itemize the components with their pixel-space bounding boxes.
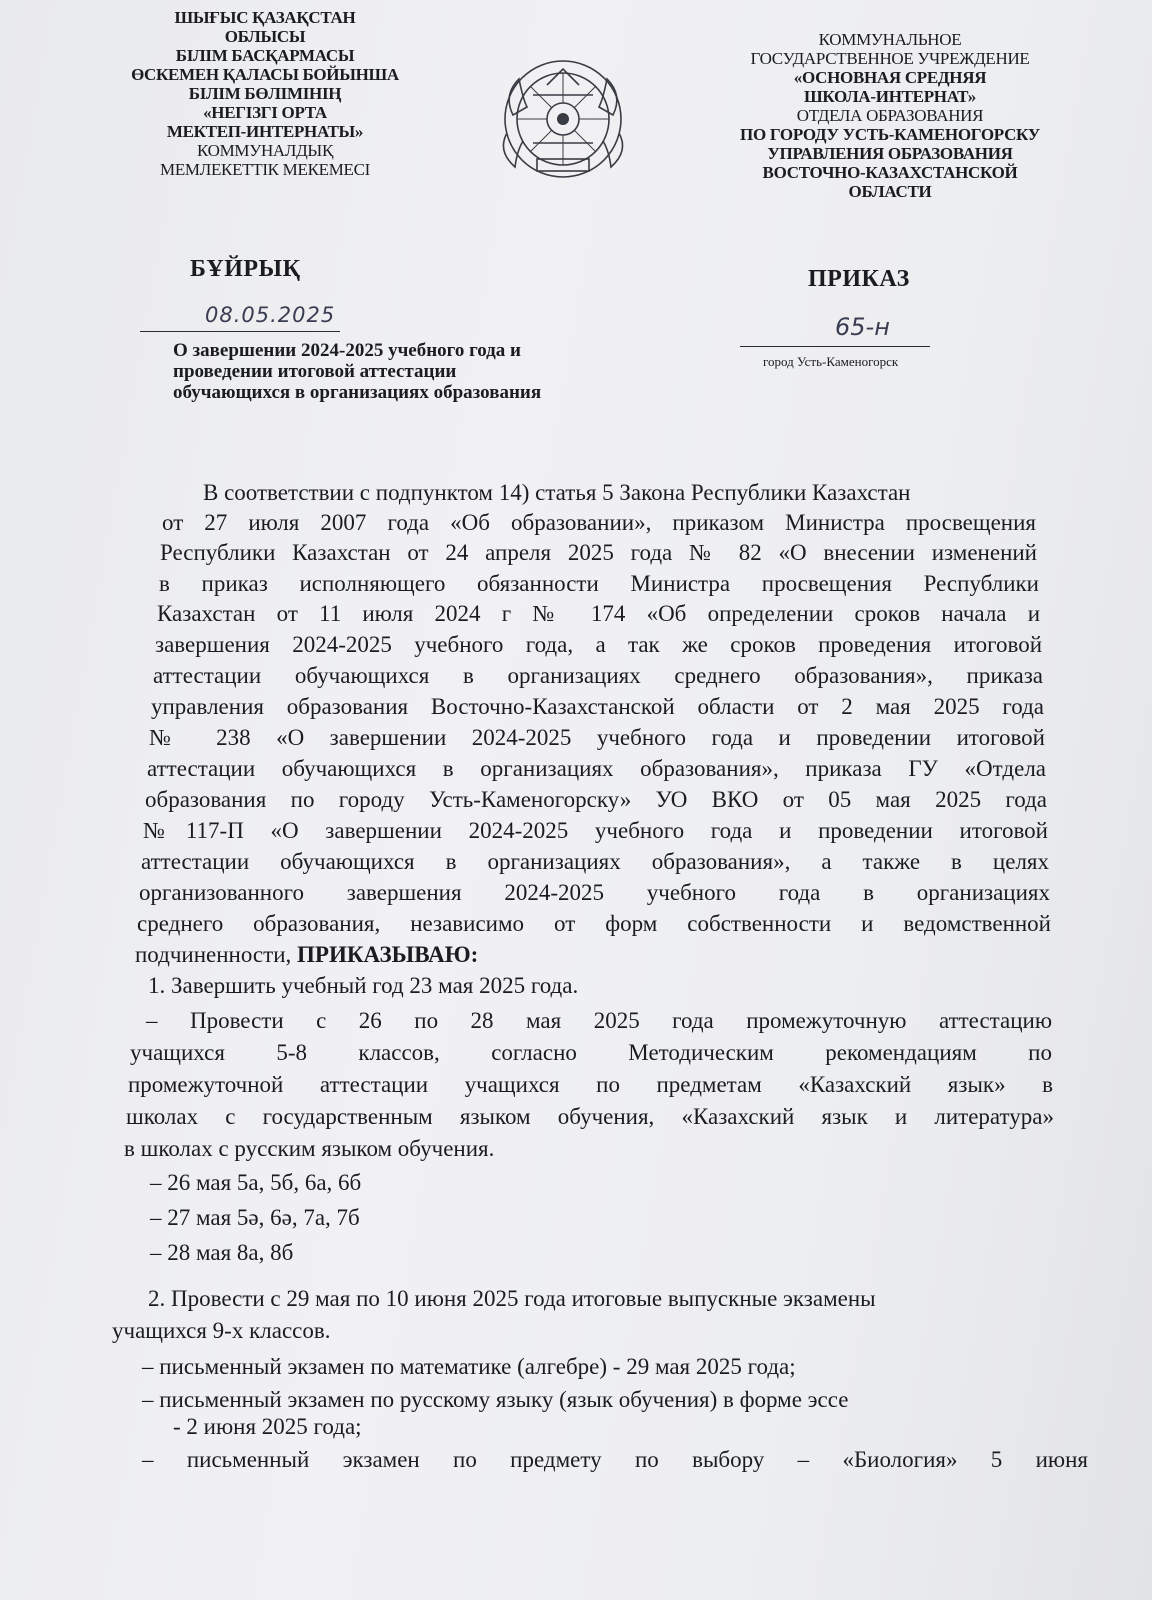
item-1: 1. Завершить учебный год 23 мая 2025 года. xyxy=(148,973,579,998)
header-right-line: ГОСУДАРСТВЕННОЕ УЧРЕЖДЕНИЕ xyxy=(750,49,1030,68)
header-right-line: ВОСТОЧНО-КАЗАХСТАНСКОЙ xyxy=(762,163,1018,182)
header-right-line: ОТДЕЛА ОБРАЗОВАНИЯ xyxy=(796,106,984,125)
item-2-line: 2. Провести с 29 мая по 10 июня 2025 года итоговые выпускные экзамены xyxy=(148,1286,876,1311)
header-left-line: ШЫҒЫС ҚАЗАҚСТАН xyxy=(174,8,356,27)
item-2-line: учащихся 9-х классов. xyxy=(112,1318,331,1343)
header-right-line: УПРАВЛЕНИЯ ОБРАЗОВАНИЯ xyxy=(767,144,1013,163)
preamble-line: аттестации обучающихся в организациях образования», приказа ГУ «Отдела xyxy=(147,756,1046,781)
item-1-sub-line: – Провести с 26 по 28 мая 2025 года промежуточную аттестацию xyxy=(146,1008,1052,1033)
schedule-line: – 27 мая 5ә, 6ә, 7а, 7б xyxy=(150,1205,360,1230)
preamble-line: завершения 2024-2025 учебного года, а так же сроков проведения итоговой xyxy=(155,632,1042,657)
header-russian-institution xyxy=(700,30,1080,201)
item-1-sub-line: учащихся 5-8 классов, согласно Методическим рекомендациям по xyxy=(130,1040,1052,1065)
header-left-line: КОММУНАЛДЫҚ xyxy=(196,141,333,160)
item-1-sub-line: промежуточной аттестации учащихся по предметам «Казахский язык» в xyxy=(128,1072,1053,1097)
city-label: город Усть-Каменогорск xyxy=(763,354,899,369)
header-left-line: МЕКТЕП-ИНТЕРНАТЫ» xyxy=(166,122,364,141)
header-kazakh-institution xyxy=(95,8,435,179)
schedule-line: – 26 мая 5а, 5б, 6а, 6б xyxy=(150,1170,362,1195)
date-underline xyxy=(140,331,340,332)
header-right-line: «ОСНОВНАЯ СРЕДНЯЯ xyxy=(793,68,987,87)
header-right-line: ПО ГОРОДУ УСТЬ-КАМЕНОГОРСКУ xyxy=(740,125,1040,144)
subject-line: обучающихся в организациях образования xyxy=(173,382,542,403)
preamble-line: организованного завершения 2024-2025 учебного года в организациях xyxy=(139,880,1050,905)
number-underline xyxy=(740,346,930,347)
preamble-line: Республики Казахстан от 24 апреля 2025 года № 82 «О внесении изменений xyxy=(160,540,1037,565)
preamble-line: управления образования Восточно-Казахстанской области от 2 мая 2025 года xyxy=(151,694,1044,719)
header-right-line: ШКОЛА-ИНТЕРНАТ» xyxy=(804,87,976,106)
preamble-line: в приказ исполняющего обязанности Министра просвещения Республики xyxy=(159,571,1039,596)
subject-line: О завершении 2024-2025 учебного года и xyxy=(173,340,521,361)
exam-line: - 2 июня 2025 года; xyxy=(173,1414,362,1439)
preamble-line: № 238 «О завершении 2024-2025 учебного года и проведении итоговой xyxy=(149,725,1045,750)
preamble-line: №117-П «О завершении 2024-2025 учебного года и проведении итоговой xyxy=(143,818,1048,843)
header-left-line: МЕМЛЕКЕТТІК МЕКЕМЕСІ xyxy=(160,160,370,179)
preamble-line: среднего образования, независимо от форм собственности и ведомственной xyxy=(137,911,1051,936)
header-left-line: ОБЛЫСЫ xyxy=(224,27,306,46)
item-1-sub-last-line: в школах с русским языком обучения. xyxy=(124,1136,495,1161)
header-left-line: ӨСКЕМЕН ҚАЛАСЫ БОЙЫНША xyxy=(131,65,399,84)
preamble-last-text: подчиненности, xyxy=(135,942,292,967)
preamble-line: аттестации обучающихся в организациях среднего образования», приказа xyxy=(153,663,1043,688)
item-1-sub-line: школах с государственным языком обучения, «Казахский язык и литература» xyxy=(126,1104,1054,1129)
preamble-line: В соответствии с подпунктом 14) статья 5 Закона Республики Казахстан xyxy=(203,480,911,505)
schedule-line: – 28 мая 8а, 8б xyxy=(150,1240,294,1265)
order-subject xyxy=(173,340,541,403)
exam-line: – письменный экзамен по математике (алгебре) - 29 мая 2025 года; xyxy=(142,1354,796,1379)
order-title-kazakh: БҰЙРЫҚ xyxy=(190,256,301,282)
header-right-line: ОБЛАСТИ xyxy=(848,182,932,201)
exam-line: – письменный экзамен по предмету по выбору – «Биология» 5 июня xyxy=(142,1447,1088,1472)
header-left-line: БІЛІМ БӨЛІМІНІҢ xyxy=(188,84,342,103)
preamble-line: образования по городу Усть-Каменогорску» УО ВКО от 05 мая 2025 года xyxy=(145,787,1047,812)
handwritten-order-number: 65-н xyxy=(835,313,890,341)
preamble-last-line xyxy=(135,942,478,968)
state-emblem-icon xyxy=(493,55,633,183)
preamble-line: аттестации обучающихся в организациях образования», а также в целях xyxy=(141,849,1049,874)
order-title-russian: ПРИКАЗ xyxy=(808,266,910,292)
exam-line: – письменный экзамен по русскому языку (язык обучения) в форме эссе xyxy=(142,1387,849,1412)
order-word: ПРИКАЗЫВАЮ: xyxy=(297,942,479,967)
handwritten-date: 08.05.2025 xyxy=(205,303,336,327)
header-left-line: БІЛІМ БАСҚАРМАСЫ xyxy=(175,46,355,65)
preamble-line: Казахстан от 11 июля 2024 г № 174 «Об определении сроков начала и xyxy=(157,601,1040,626)
header-right-line: КОММУНАЛЬНОЕ xyxy=(818,30,962,49)
header-left-line: «НЕГІЗГІ ОРТА xyxy=(203,103,327,122)
subject-line: проведении итоговой аттестации xyxy=(173,361,457,382)
preamble-line: от 27 июля 2007 года «Об образовании», приказом Министра просвещения xyxy=(162,510,1036,535)
